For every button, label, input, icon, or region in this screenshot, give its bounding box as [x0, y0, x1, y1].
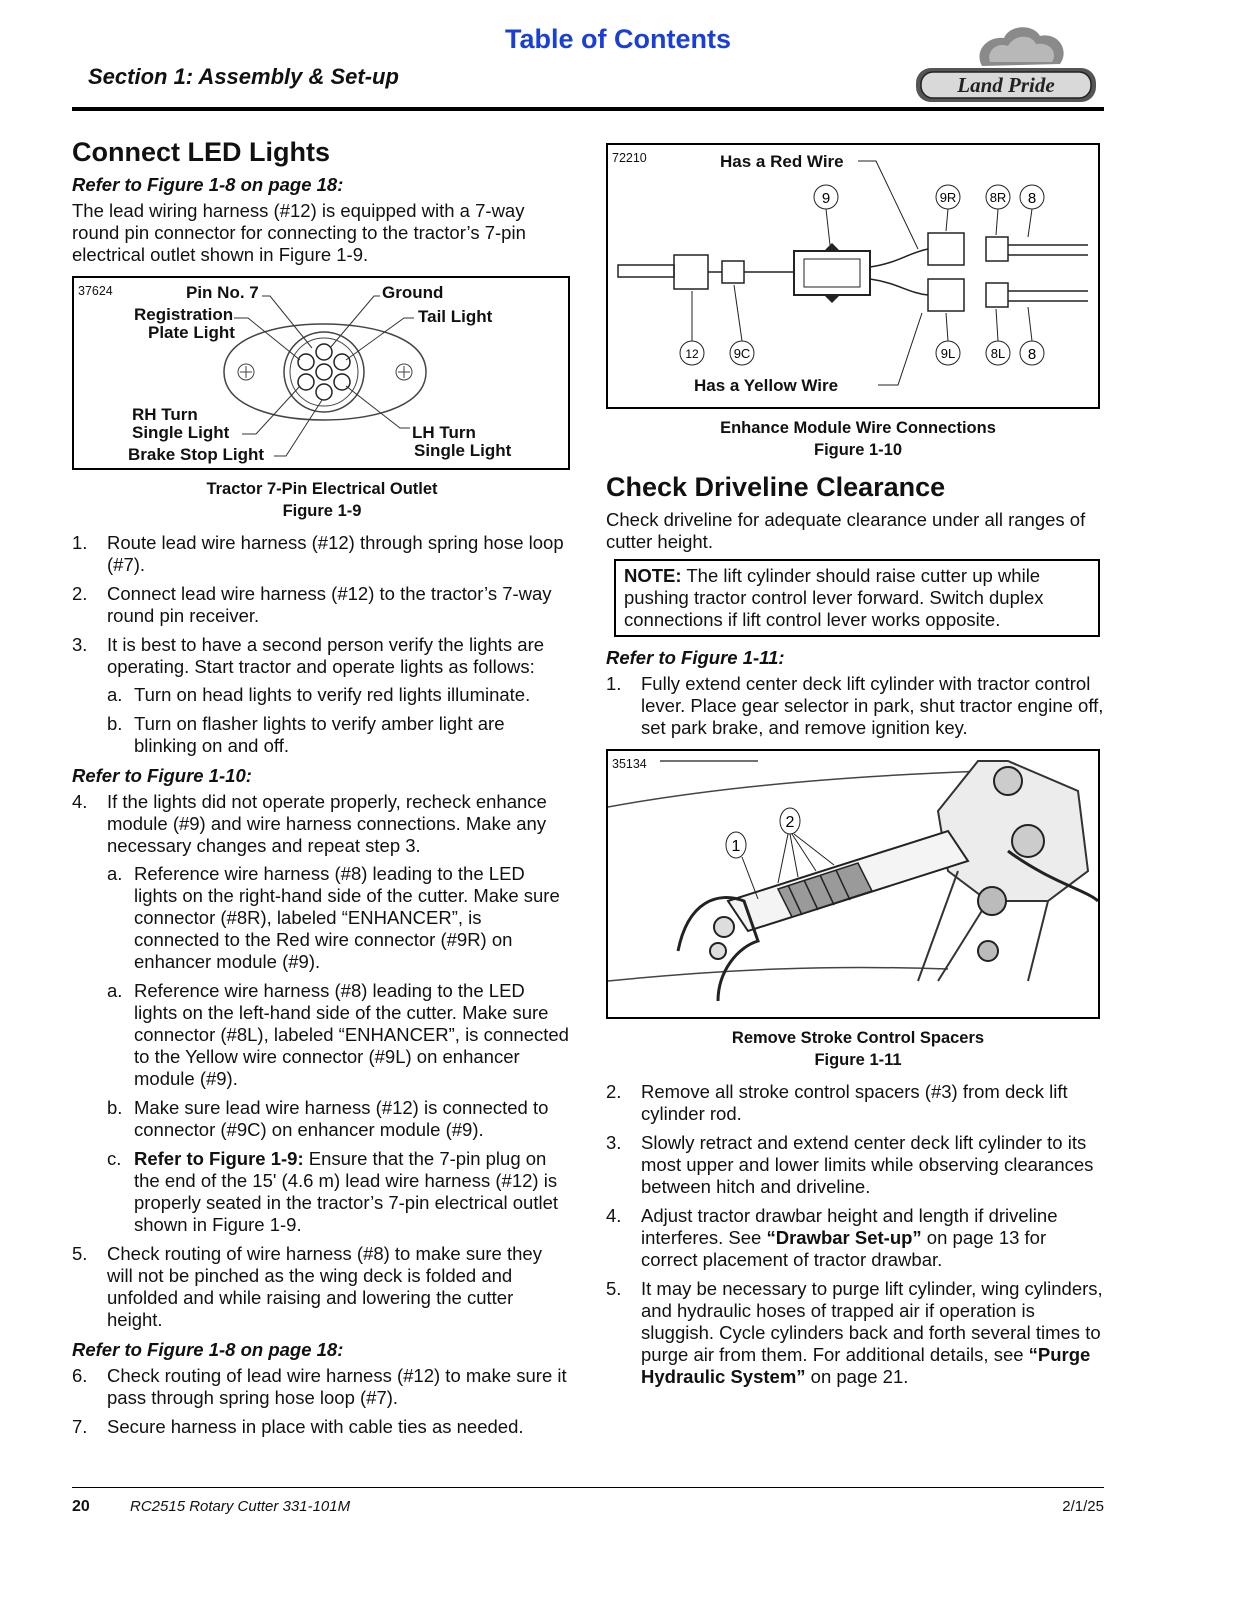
rh-turn-label: RH Turn [132, 405, 198, 424]
driveline-step-1-list [606, 673, 1104, 739]
figure-1-10 [606, 143, 1100, 409]
step-3b: b. Turn on flasher lights to verify amber light are blinking on and off. [107, 713, 505, 756]
figure-1-11 [606, 749, 1100, 1019]
table-of-contents-link[interactable]: Table of Contents [505, 24, 731, 54]
ground-label: Ground [382, 283, 444, 302]
lh-turn-label: LH Turn [412, 423, 476, 442]
callout-9c: 9C [733, 346, 751, 361]
step-3: 3. It is best to have a second person verify the lights are operating. Start tractor and operate lights as follows: a. Turn on head lights to verify red lights illuminate. b. Turn on flasher lights to verify amber light are blinking on and off. [72, 634, 572, 757]
brake-light-label: Brake Stop Light [128, 445, 265, 464]
step-5: 5. Check routing of wire harness (#8) to make sure they will not be pinched as the wing deck is folded and unfolded and while raising and lowering the cutter height. [72, 1243, 542, 1330]
header-rule [72, 107, 1104, 111]
callout-9l: 9L [940, 346, 956, 361]
figure-1-9-caption: Tractor 7-Pin Electrical Outlet Figure 1-9 [206, 480, 438, 520]
callout-8l: 8L [990, 346, 1006, 361]
step-4c: c. Refer to Figure 1-9: Ensure that the 7-pin plug on the end of the 15' (4.6 m) lead wire harness (#12) is properly seated in the tractor’s 7-pin electrical outlet shown in Figure 1-9. [107, 1148, 559, 1235]
led-steps-list [72, 532, 572, 757]
step-6: 6. Check routing of lead wire harness (#12) to make sure it pass through spring hose loop (#7). [72, 1365, 567, 1408]
pin7-label: Pin No. 7 [186, 283, 259, 302]
figure-1-11-caption: Remove Stroke Control Spacers Figure 1-11 [731, 1029, 985, 1069]
page-number: 20 [72, 1498, 90, 1515]
check-driveline-heading: Check Driveline Clearance [606, 472, 946, 502]
ref-figure-1-11: Refer to Figure 1-11: [606, 647, 785, 668]
footer-rule [72, 1487, 1104, 1488]
figure-number: 35134 [612, 757, 647, 771]
driveline-step-3: 3. Slowly retract and extend center deck lift cylinder to its most upper and lower limits while observing clearances between hitch and driveline. [606, 1132, 1094, 1197]
driveline-steps-list [606, 1081, 1104, 1388]
callout-8-top: 8 [1027, 190, 1037, 207]
step-4a-left: a. Reference wire harness (#8) leading to the LED lights on the left-hand side of the cutter. Make sure connector (#8L), labeled “ENHANCER”, is connected to the Yellow wire connector (#9L) on enhancer module (#9). [107, 980, 569, 1089]
seven-pin-outlet-drawing [74, 278, 568, 468]
figure-1-10-caption: Enhance Module Wire Connections Figure 1-10 [720, 419, 996, 459]
lift-cylinder-drawing [608, 751, 1098, 1017]
connect-led-heading: Connect LED Lights [72, 137, 330, 167]
ref-figure-1-8: Refer to Figure 1-8 on page 18: [72, 174, 344, 195]
lh-single-label: Single Light [414, 441, 512, 460]
step-4a-right: a. Reference wire harness (#8) leading to the LED lights on the right-hand side of the cutter. Make sure connector (#8R), labeled “ENHANCER”, is connected to the Red wire connector (#9R) on enhancer module (#9). [107, 863, 560, 972]
callout-9: 9 [821, 190, 831, 207]
step-1: 1. Route lead wire harness (#12) through spring hose loop (#7). [72, 532, 564, 575]
driveline-step-4: 4. Adjust tractor drawbar height and length if driveline interferes. See “Drawbar Set-up” on page 13 for correct placement of tractor drawbar. [606, 1205, 1058, 1270]
step-4b: b. Make sure lead wire harness (#12) is connected to connector (#9C) on enhancer module (#9). [107, 1097, 549, 1140]
driveline-intro: Check driveline for adequate clearance under all ranges of cutter height. [606, 509, 1086, 552]
callout-8-bottom: 8 [1027, 346, 1037, 363]
registration-label: Registration [134, 305, 234, 324]
driveline-step-5: 5. It may be necessary to purge lift cylinder, wing cylinders, and hydraulic hoses of trapped air if operation is sluggish. Cycle cylinders back and forth several times to purge air from them. For additional details, see “Purge Hydraulic System” on page 21. [606, 1278, 1103, 1387]
step-7: 7. Secure harness in place with cable ties as needed. [72, 1416, 524, 1437]
step-2: 2. Connect lead wire harness (#12) to the tractor’s 7-way round pin receiver. [72, 583, 552, 626]
driveline-step-1: 1. Fully extend center deck lift cylinder with tractor control lever. Place gear selector in park, shut tractor engine off, set park brake, and remove ignition key. [606, 673, 1104, 738]
led-intro: The lead wiring harness (#12) is equipped with a 7-way round pin connector for connecting to the tractor’s 7-pin electrical outlet shown in Figure 1-9. [72, 200, 526, 265]
drawbar-setup-link[interactable]: “Drawbar Set-up” [766, 1227, 922, 1248]
figure-number: 37624 [78, 284, 113, 298]
callout-2: 2 [785, 814, 795, 831]
ref-figure-1-10: Refer to Figure 1-10: [72, 765, 252, 786]
left-column [72, 136, 572, 1445]
section-title: Section 1: Assembly & Set-up [88, 64, 399, 89]
enhance-module-drawing [608, 145, 1098, 407]
callout-12: 12 [685, 347, 699, 361]
tail-light-label: Tail Light [418, 307, 493, 326]
callout-8r: 8R [989, 190, 1007, 205]
step-4: 4. If the lights did not operate properly, recheck enhance module (#9) and wire harness connections. Make any necessary changes and repeat step 3. a. Reference wire harness (#8) leading to the LED lights on the right-hand side of the cutter. Make sure connector (#8R), labeled “ENHANCER”, is connected to the Red wire connector (#9R) on enhancer module (#9). a. Reference wire harness (#8) leading to the LED lights on the left-hand side of the cutter. Make sure connector (#8L), labeled “ENHANCER”, is connected to the Yellow wire connector (#9L) on enhancer module (#9). b. Make sure lead wire harness (#12) is connected to connector (#9C) on enhancer module (#9). c. Refer to Figure 1-9: Ensure that the 7-pin plug on the end of the 15' (4.6 m) lead wire harness (#12) is properly seated in the tractor’s 7-pin electrical outlet shown in Figure 1-9. [72, 791, 572, 1236]
callout-9r: 9R [939, 190, 957, 205]
driveline-step-2: 2. Remove all stroke control spacers (#3) from deck lift cylinder rod. [606, 1081, 1068, 1124]
figure-1-9 [72, 276, 570, 470]
footer-date: 2/1/25 [1062, 1498, 1104, 1515]
led-steps-list-3 [72, 1365, 572, 1438]
figure-number: 72210 [612, 151, 647, 165]
logo-text: Land Pride [957, 73, 1055, 97]
yellow-wire-label: Has a Yellow Wire [694, 376, 839, 395]
note-box: NOTE: The lift cylinder should raise cutter up while pushing tractor control lever forward. Switch duplex connections if lift control lever works opposite. [614, 559, 1100, 637]
step-3a: a. Turn on head lights to verify red lights illuminate. [107, 684, 531, 705]
right-column [606, 143, 1104, 1395]
plate-light-label: Plate Light [148, 323, 235, 342]
callout-1: 1 [731, 838, 741, 855]
purge-hydraulic-link[interactable]: “Purge Hydraulic System” [641, 1344, 1091, 1387]
land-pride-logo [912, 22, 1102, 108]
rh-single-label: Single Light [132, 423, 230, 442]
ref-figure-1-8-b: Refer to Figure 1-8 on page 18: [72, 1339, 344, 1360]
footer-document-title: RC2515 Rotary Cutter 331-101M [130, 1498, 351, 1515]
led-steps-list-2 [72, 791, 572, 1331]
red-wire-label: Has a Red Wire [720, 152, 844, 171]
